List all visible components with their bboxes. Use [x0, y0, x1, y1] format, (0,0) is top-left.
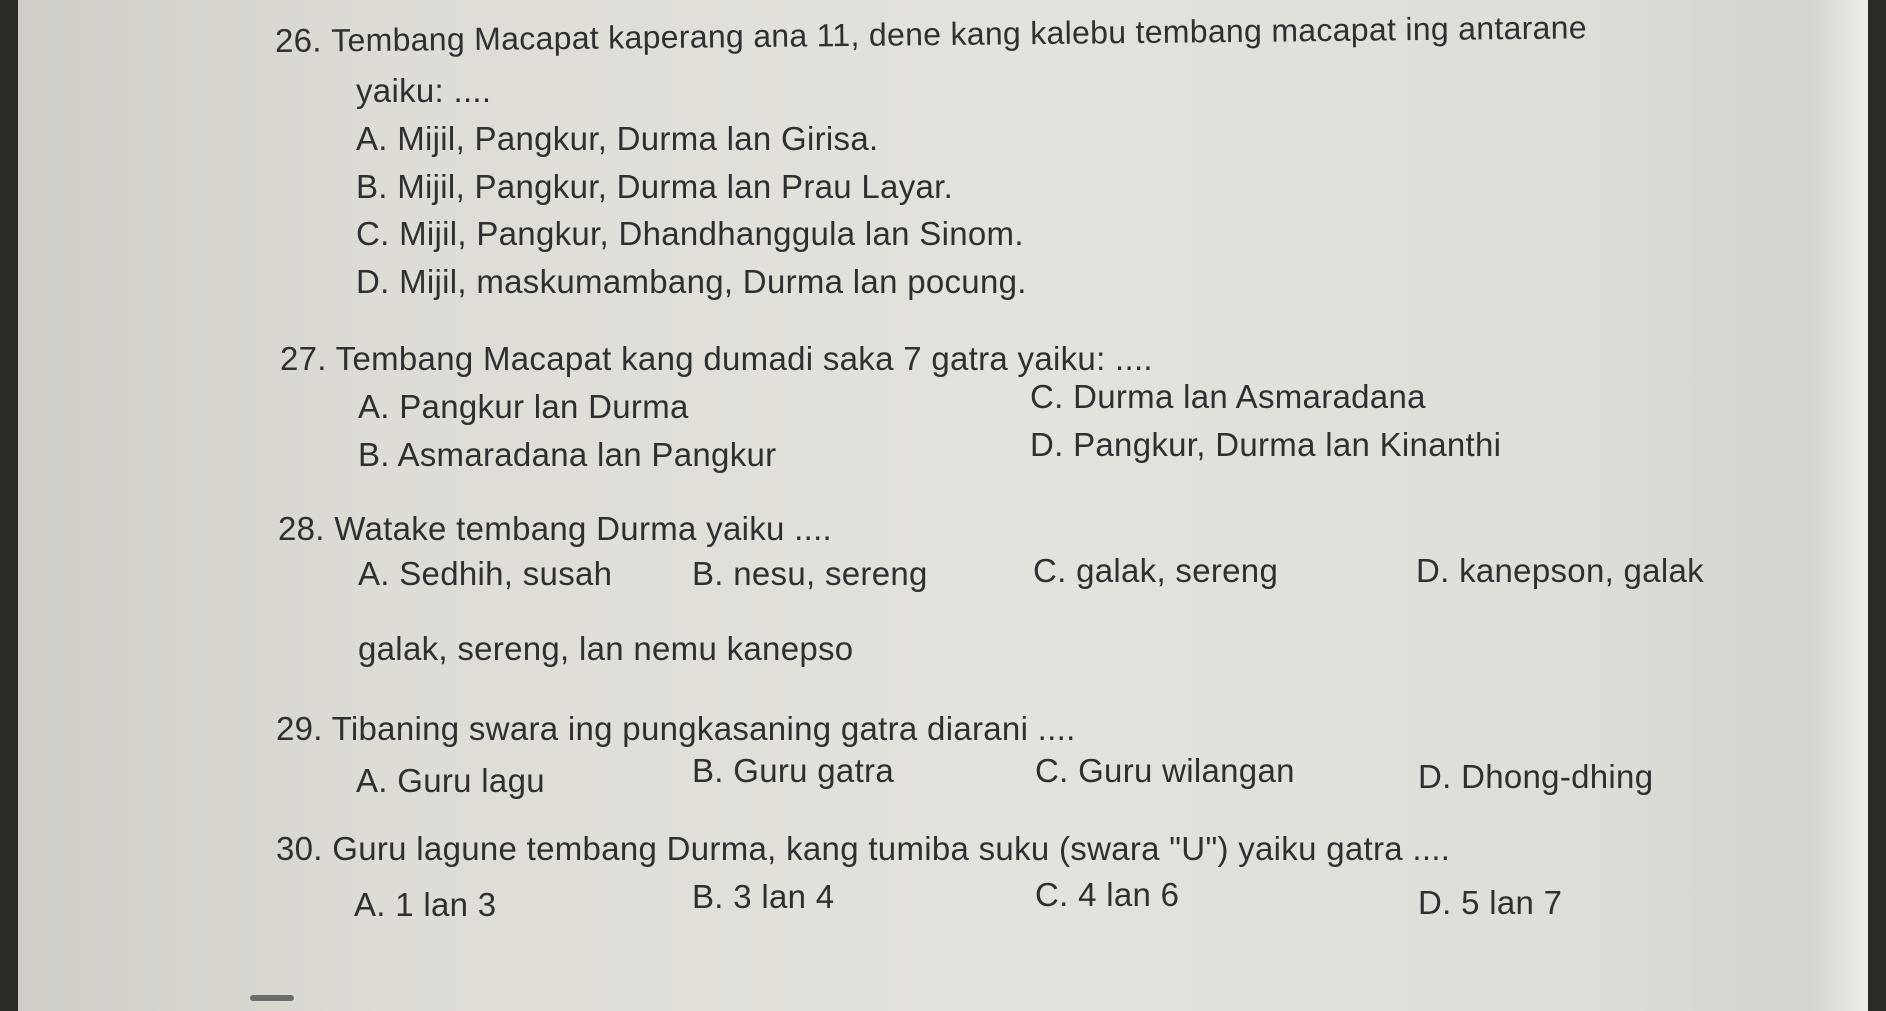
question-30-stem: [276, 830, 1450, 868]
question-27-option-a: A. Pangkur lan Durma: [358, 388, 689, 425]
question-30-option-b: B. 3 lan 4: [692, 878, 835, 915]
question-27-option-d: D. Pangkur, Durma lan Kinanthi: [1030, 426, 1502, 463]
question-28-continuation: galak, sereng, lan nemu kanepso: [358, 630, 854, 667]
question-27-number: 27.: [280, 340, 327, 377]
question-28-option-a: A. Sedhih, susah: [358, 555, 613, 592]
question-28-number: 28.: [278, 510, 325, 547]
question-29-option-b: B. Guru gatra: [692, 752, 894, 789]
question-29-option-d: D. Dhong-dhing: [1418, 758, 1654, 795]
question-26-text-line1: Tembang Macapat kaperang ana 11, dene kang kalebu tembang macapat ing antarane: [331, 9, 1588, 59]
question-26-number: 26.: [274, 21, 322, 59]
question-29-option-c: C. Guru wilangan: [1035, 752, 1295, 789]
question-28-stem: [278, 510, 832, 548]
question-30-text: Guru lagune tembang Durma, kang tumiba suku (swara "U") yaiku gatra ....: [332, 830, 1451, 867]
paper-edge-shadow: [1808, 0, 1868, 1011]
question-28-text: Watake tembang Durma yaiku ....: [334, 510, 833, 547]
question-27-option-b: B. Asmaradana lan Pangkur: [358, 436, 777, 473]
paper-corner-mark: [250, 995, 294, 1001]
question-26-option-a: A. Mijil, Pangkur, Durma lan Girisa.: [356, 120, 879, 157]
question-28-option-c: C. galak, sereng: [1033, 552, 1279, 589]
question-30-number: 30.: [276, 830, 323, 867]
question-26-option-c: C. Mijil, Pangkur, Dhandhanggula lan Sinom.: [356, 215, 1024, 252]
question-30-option-d: D. 5 lan 7: [1418, 884, 1563, 921]
question-27-text: Tembang Macapat kang dumadi saka 7 gatra yaiku: ....: [335, 340, 1153, 377]
question-30-option-a: A. 1 lan 3: [354, 886, 497, 923]
question-28-option-d: D. kanepson, galak: [1416, 552, 1704, 589]
question-26-option-b: B. Mijil, Pangkur, Durma lan Prau Layar.: [356, 168, 954, 205]
question-27-option-c: C. Durma lan Asmaradana: [1030, 378, 1426, 415]
question-29-text: Tibaning swara ing pungkasaning gatra diarani ....: [331, 710, 1076, 747]
question-26-stem-line2: yaiku: ....: [356, 72, 492, 109]
question-27-stem: [280, 340, 1153, 378]
question-28-option-b: B. nesu, sereng: [692, 555, 928, 592]
question-30-option-c: C. 4 lan 6: [1035, 876, 1180, 913]
question-29-option-a: A. Guru lagu: [356, 762, 545, 799]
question-29-stem: [276, 710, 1076, 748]
question-29-number: 29.: [276, 710, 323, 747]
question-26-option-d: D. Mijil, maskumambang, Durma lan pocung.: [356, 263, 1027, 300]
